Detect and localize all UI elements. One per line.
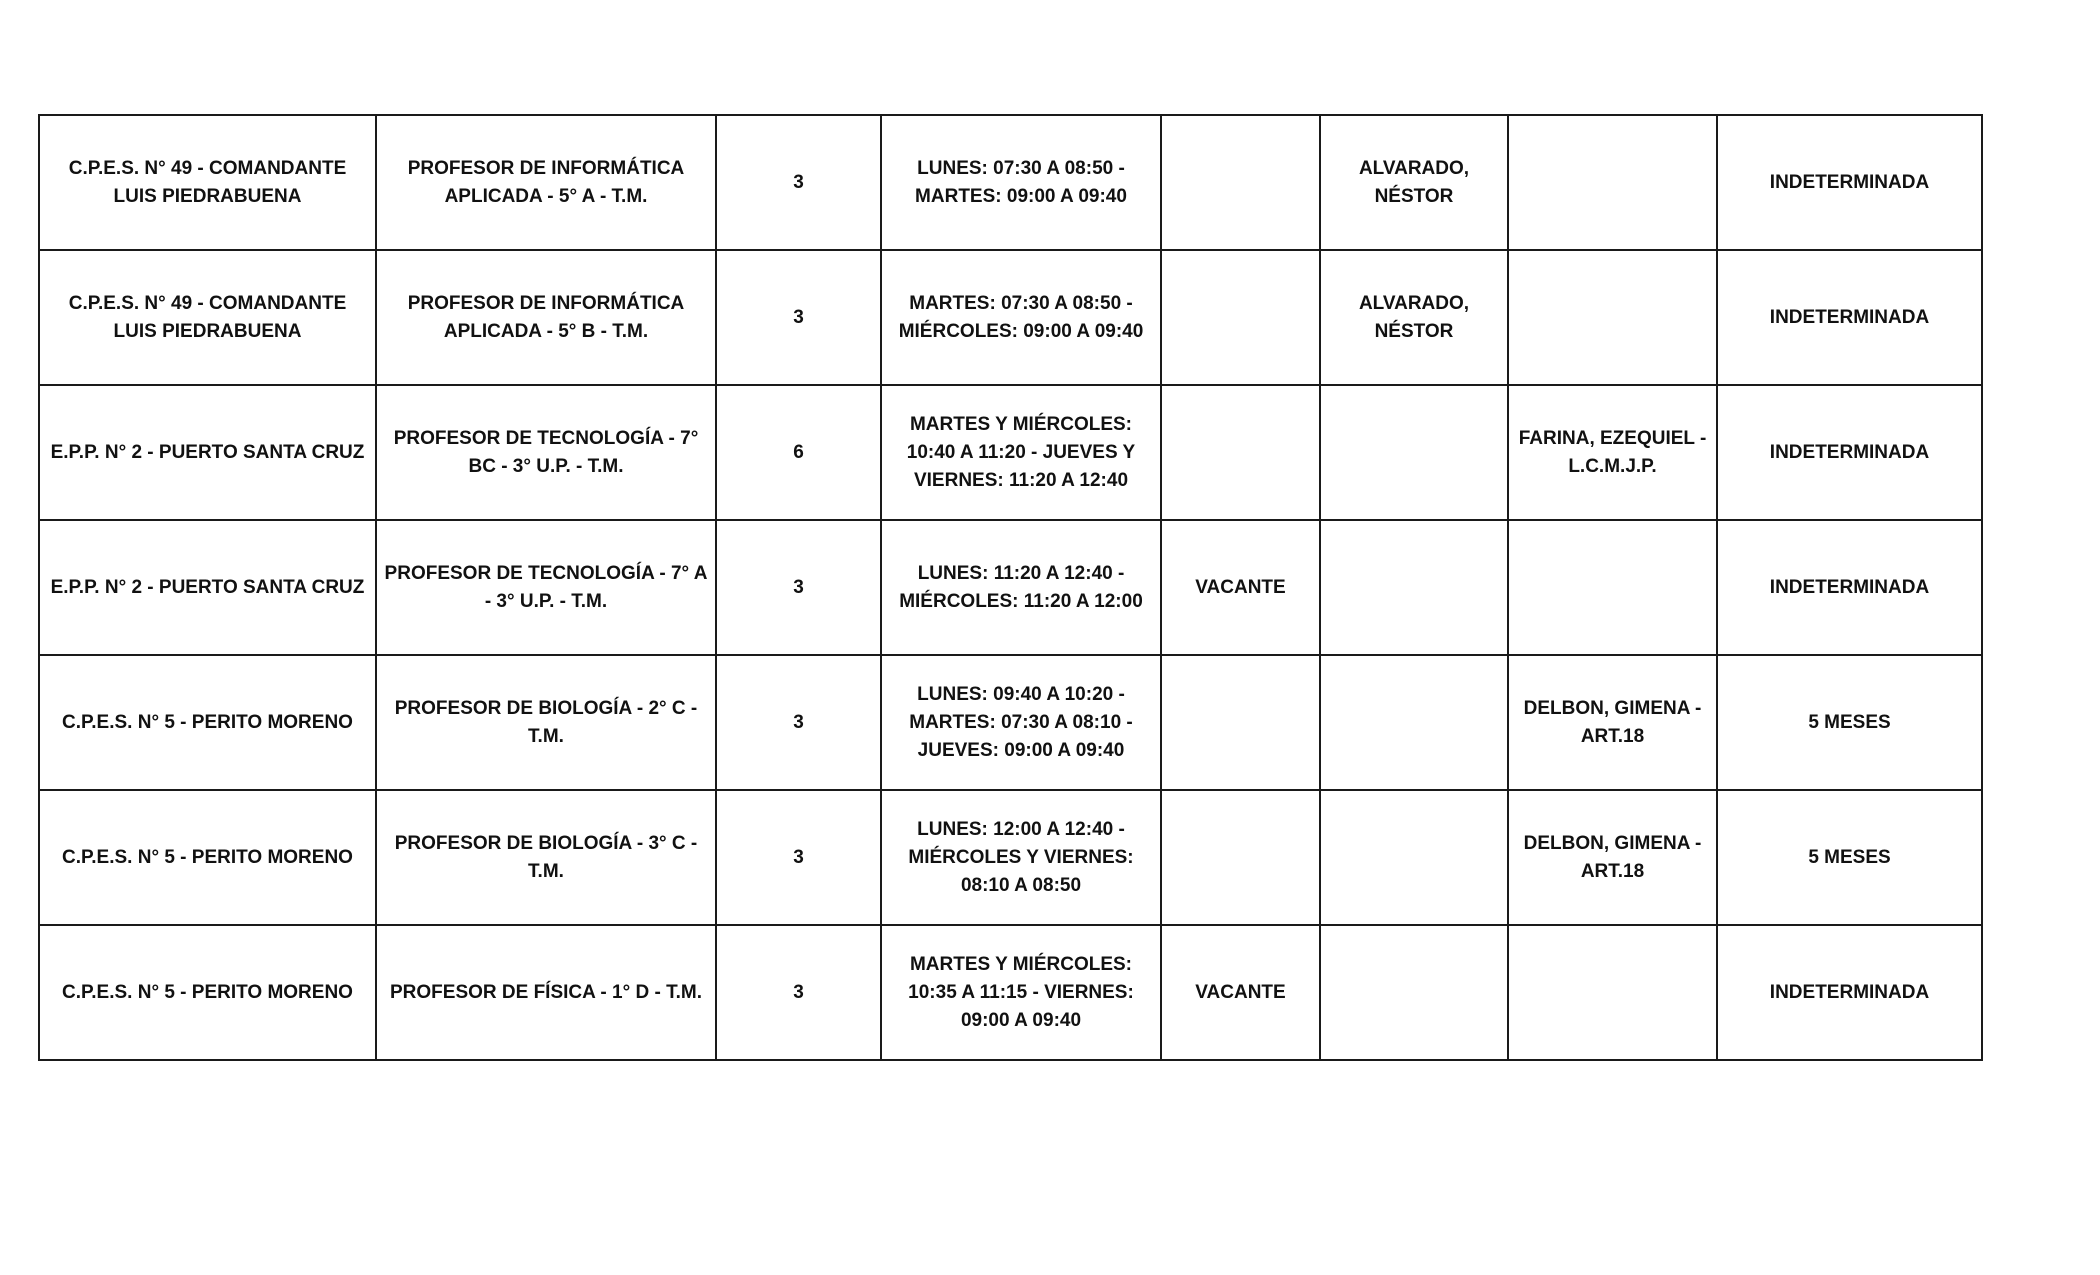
cell-duracion: INDETERMINADA xyxy=(1717,250,1982,385)
cell-horario: LUNES: 09:40 A 10:20 - MARTES: 07:30 A 08:10 - JUEVES: 09:00 A 09:40 xyxy=(881,655,1161,790)
cell-escuela: C.P.E.S. N° 5 - PERITO MORENO xyxy=(39,655,376,790)
cell-duracion: 5 MESES xyxy=(1717,790,1982,925)
table-row xyxy=(39,385,1982,520)
cell-horario: LUNES: 12:00 A 12:40 - MIÉRCOLES Y VIERNES: 08:10 A 08:50 xyxy=(881,790,1161,925)
cell-reemplazo: FARINA, EZEQUIEL - L.C.M.J.P. xyxy=(1508,385,1717,520)
cell-reemplazo xyxy=(1508,115,1717,250)
cell-horas: 3 xyxy=(716,115,881,250)
cell-situacion xyxy=(1161,790,1320,925)
cell-docente xyxy=(1320,655,1508,790)
cell-docente: ALVARADO, NÉSTOR xyxy=(1320,115,1508,250)
cell-reemplazo xyxy=(1508,250,1717,385)
cell-duracion: INDETERMINADA xyxy=(1717,925,1982,1060)
table-row xyxy=(39,115,1982,250)
cell-reemplazo xyxy=(1508,925,1717,1060)
vacancies-table xyxy=(38,114,1983,1061)
cell-escuela: C.P.E.S. N° 5 - PERITO MORENO xyxy=(39,925,376,1060)
cell-escuela: C.P.E.S. N° 5 - PERITO MORENO xyxy=(39,790,376,925)
cell-situacion xyxy=(1161,115,1320,250)
cell-horas: 3 xyxy=(716,250,881,385)
cell-situacion xyxy=(1161,655,1320,790)
cell-docente xyxy=(1320,385,1508,520)
cell-cargo: PROFESOR DE TECNOLOGÍA - 7° A - 3° U.P. - T.M. xyxy=(376,520,716,655)
cell-horario: MARTES: 07:30 A 08:50 - MIÉRCOLES: 09:00 A 09:40 xyxy=(881,250,1161,385)
cell-situacion xyxy=(1161,385,1320,520)
cell-duracion: INDETERMINADA xyxy=(1717,520,1982,655)
cell-horas: 3 xyxy=(716,655,881,790)
cell-horario: MARTES Y MIÉRCOLES: 10:40 A 11:20 - JUEVES Y VIERNES: 11:20 A 12:40 xyxy=(881,385,1161,520)
cell-escuela: E.P.P. N° 2 - PUERTO SANTA CRUZ xyxy=(39,385,376,520)
table-row xyxy=(39,520,1982,655)
table-row xyxy=(39,925,1982,1060)
cell-duracion: 5 MESES xyxy=(1717,655,1982,790)
cell-escuela: E.P.P. N° 2 - PUERTO SANTA CRUZ xyxy=(39,520,376,655)
cell-cargo: PROFESOR DE FÍSICA - 1° D - T.M. xyxy=(376,925,716,1060)
cell-horario: LUNES: 11:20 A 12:40 - MIÉRCOLES: 11:20 A 12:00 xyxy=(881,520,1161,655)
cell-horas: 3 xyxy=(716,790,881,925)
cell-docente xyxy=(1320,790,1508,925)
cell-situacion: VACANTE xyxy=(1161,925,1320,1060)
cell-cargo: PROFESOR DE BIOLOGÍA - 2° C - T.M. xyxy=(376,655,716,790)
cell-escuela: C.P.E.S. N° 49 - COMANDANTE LUIS PIEDRABUENA xyxy=(39,115,376,250)
cell-situacion: VACANTE xyxy=(1161,520,1320,655)
cell-situacion xyxy=(1161,250,1320,385)
cell-horas: 3 xyxy=(716,925,881,1060)
cell-reemplazo: DELBON, GIMENA - ART.18 xyxy=(1508,790,1717,925)
cell-horario: MARTES Y MIÉRCOLES: 10:35 A 11:15 - VIERNES: 09:00 A 09:40 xyxy=(881,925,1161,1060)
cell-cargo: PROFESOR DE INFORMÁTICA APLICADA - 5° B - T.M. xyxy=(376,250,716,385)
cell-docente xyxy=(1320,520,1508,655)
table-row xyxy=(39,790,1982,925)
cell-reemplazo xyxy=(1508,520,1717,655)
cell-cargo: PROFESOR DE INFORMÁTICA APLICADA - 5° A - T.M. xyxy=(376,115,716,250)
cell-cargo: PROFESOR DE TECNOLOGÍA - 7° BC - 3° U.P. - T.M. xyxy=(376,385,716,520)
cell-horas: 6 xyxy=(716,385,881,520)
cell-horas: 3 xyxy=(716,520,881,655)
table-row xyxy=(39,655,1982,790)
cell-duracion: INDETERMINADA xyxy=(1717,385,1982,520)
cell-docente: ALVARADO, NÉSTOR xyxy=(1320,250,1508,385)
cell-escuela: C.P.E.S. N° 49 - COMANDANTE LUIS PIEDRABUENA xyxy=(39,250,376,385)
cell-duracion: INDETERMINADA xyxy=(1717,115,1982,250)
table-row xyxy=(39,250,1982,385)
cell-cargo: PROFESOR DE BIOLOGÍA - 3° C - T.M. xyxy=(376,790,716,925)
cell-reemplazo: DELBON, GIMENA - ART.18 xyxy=(1508,655,1717,790)
cell-horario: LUNES: 07:30 A 08:50 - MARTES: 09:00 A 09:40 xyxy=(881,115,1161,250)
cell-docente xyxy=(1320,925,1508,1060)
